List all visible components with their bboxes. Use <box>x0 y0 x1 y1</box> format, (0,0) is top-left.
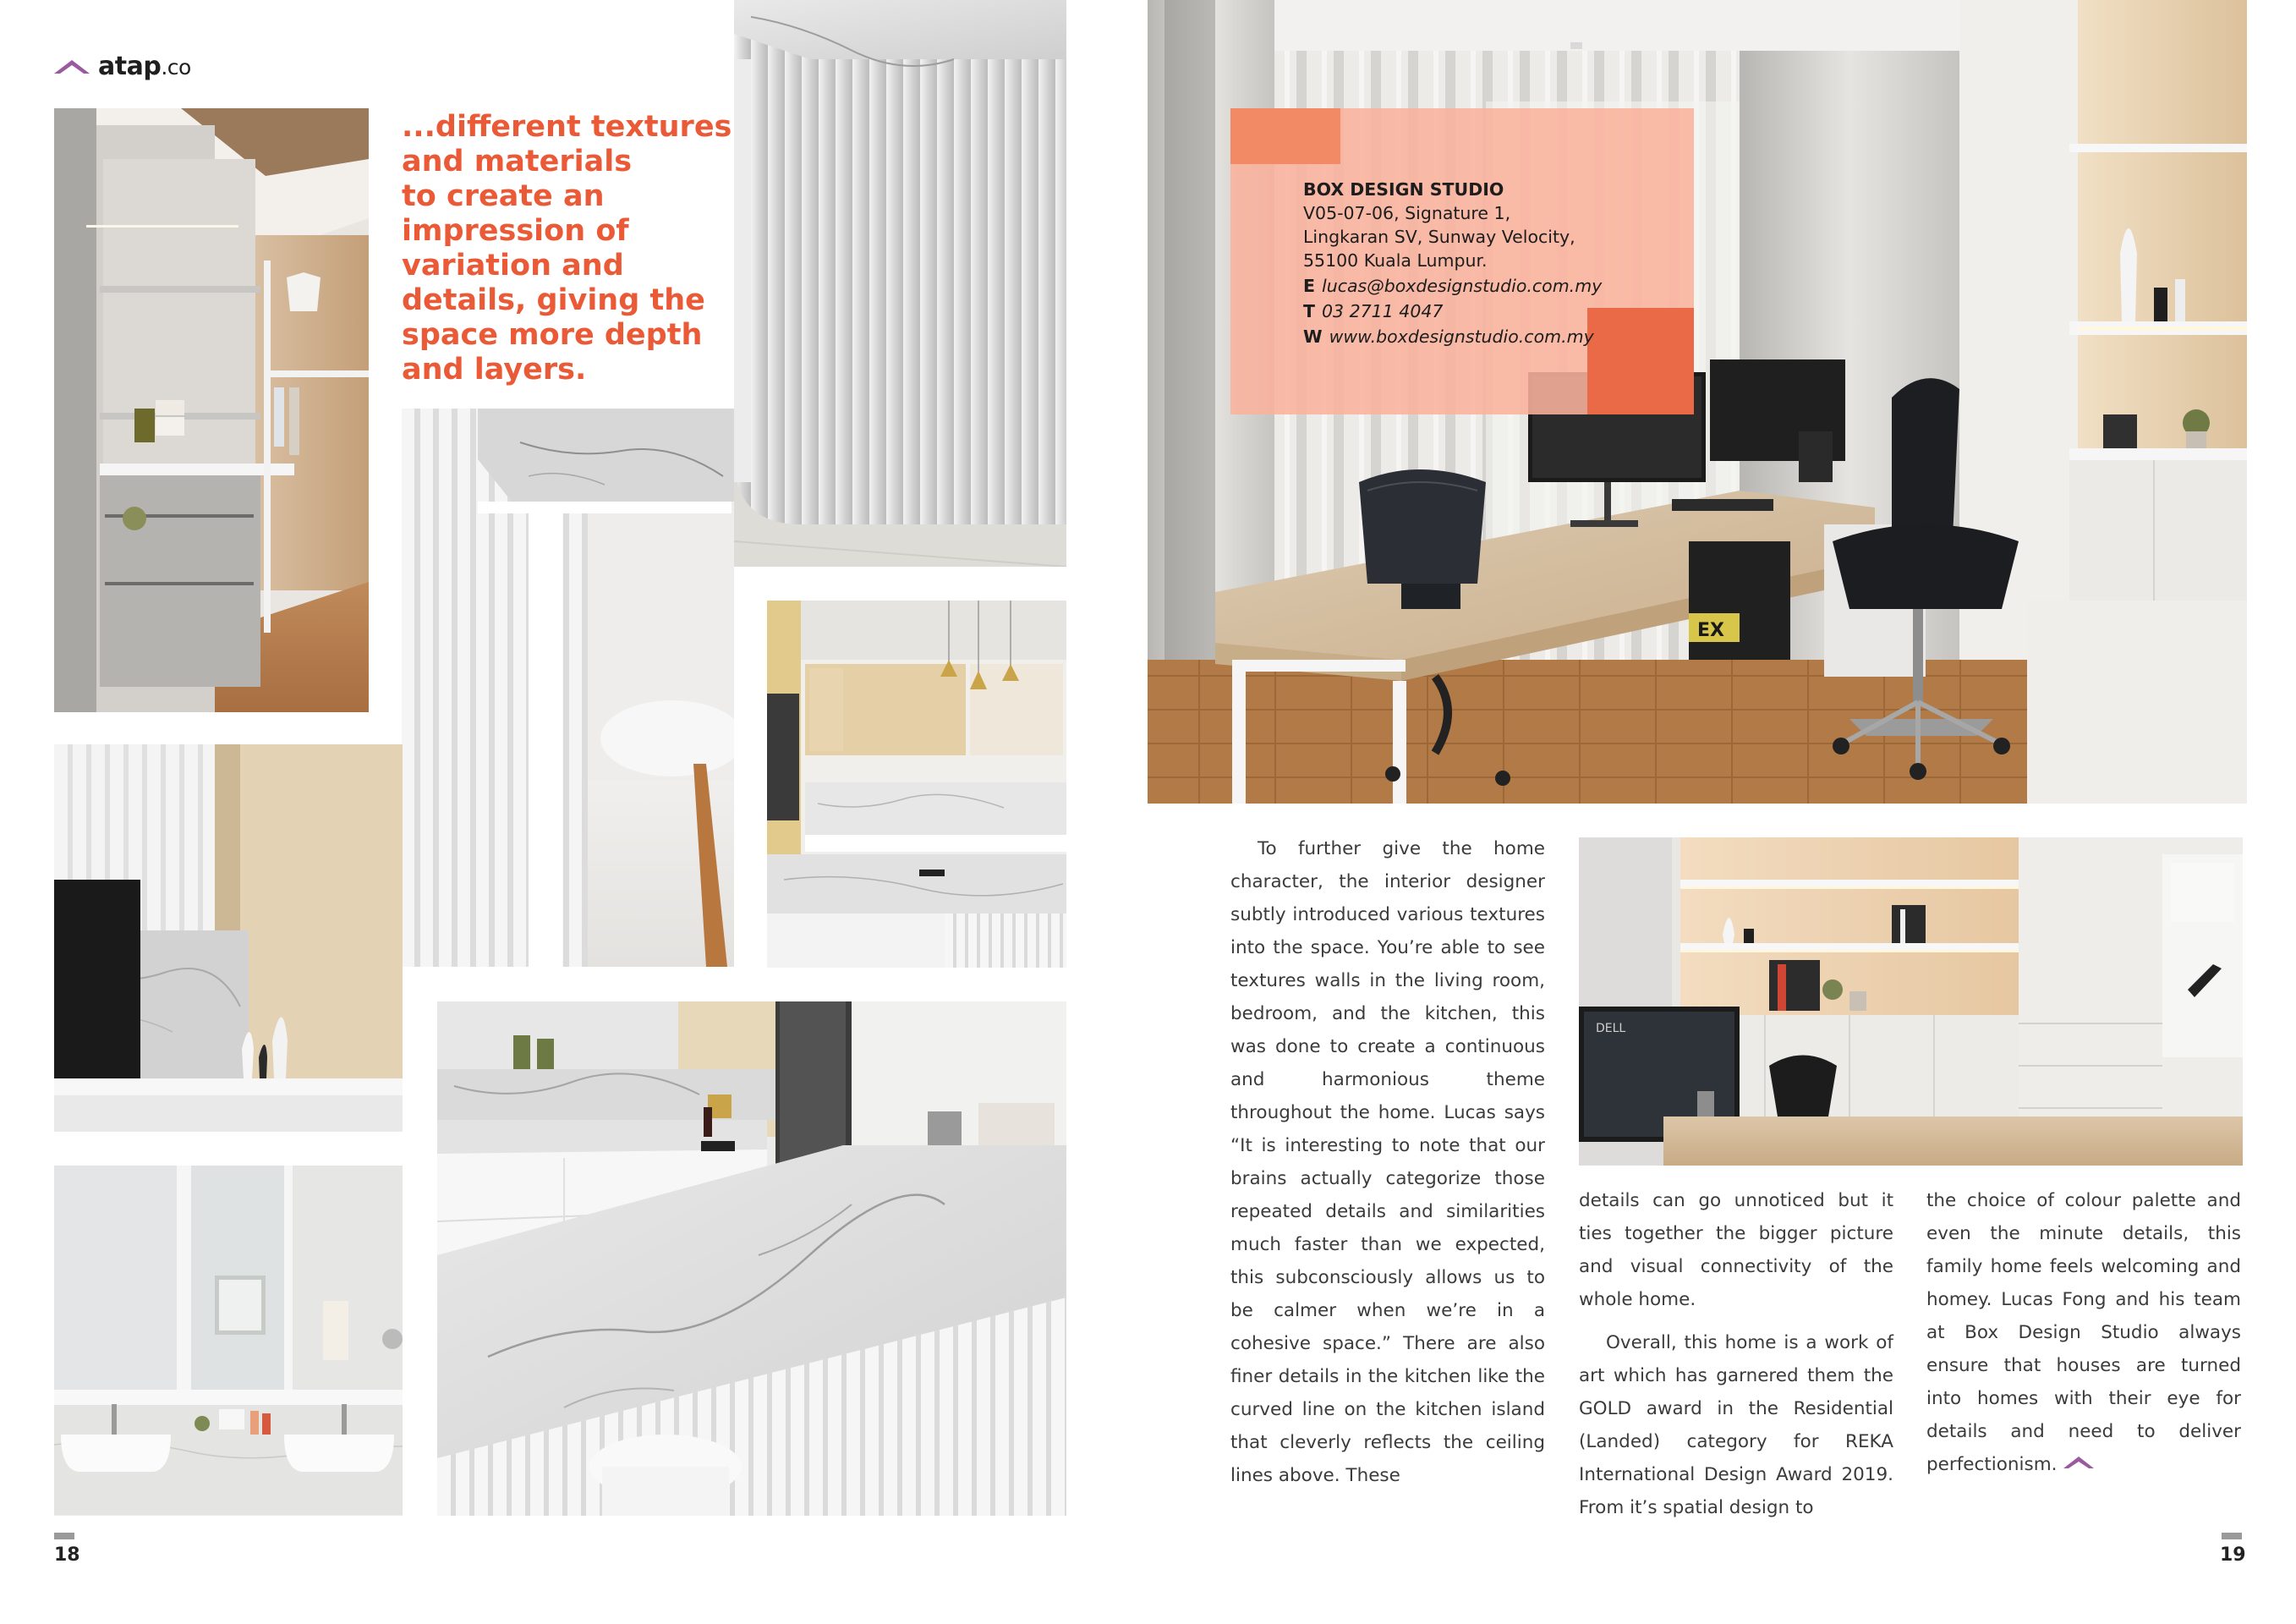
phone-number[interactable]: 03 2711 4047 <box>1321 301 1444 321</box>
fluted-panel-detail-photo <box>734 0 1066 567</box>
fluted-wall-vases-photo <box>54 744 403 1132</box>
email-label: E <box>1303 276 1316 296</box>
office-shelves-photo <box>1579 837 2243 1166</box>
studio-contact-card <box>1230 108 1694 414</box>
article-column-3 <box>1926 1184 2241 1481</box>
phone-row <box>1303 299 1602 323</box>
left-folio-bar <box>54 1533 74 1539</box>
logo-wordmark: atap.co <box>98 51 191 81</box>
article-paragraph: To further give the home character, the interior designer subtly introduced various textures into the space. You’re able to see textures walls in the living room, bedroom, and the kitchen, this was done to create a continuous and harmonious theme throughout the home. Lucas says “It is interesting to note that our brains actually categorize those repeated details and similarities much faster than we expected, this subconsciously allows us to be calmer when we’re in a cohesive space.” There are also finer details in the kitchen like the curved line on the kitchen island that cleverly reflects the ceiling lines above. These <box>1230 838 1545 1486</box>
contact-accent-square <box>1230 108 1340 164</box>
pull-quote-line: and layers. <box>402 353 587 387</box>
pull-quote-line: variation and <box>402 249 624 283</box>
studio-name: BOX DESIGN STUDIO <box>1303 179 1504 200</box>
website-link[interactable]: www.boxdesignstudio.com.my <box>1329 326 1594 347</box>
fluted-column-marble-photo <box>402 409 734 967</box>
article-column-2 <box>1579 1184 1893 1524</box>
email-row <box>1303 274 1602 298</box>
right-folio-bar <box>2222 1533 2242 1539</box>
pull-quote-line: ...different textures <box>402 110 732 144</box>
right-page-number: 19 <box>2220 1544 2246 1566</box>
monitor-brand-label: DELL <box>1596 1022 1626 1035</box>
kitchen-island-photo <box>437 1001 1066 1516</box>
web-label: W <box>1303 326 1323 347</box>
article-paragraph: the choice of colour palette and even the minute details, this family home feels welcoming and homey. Lucas Fong and his team at Box Design Studio always ensure that houses are turned into homes with their eye for details and need to deliver perfectionism. <box>1926 1190 2241 1475</box>
pull-quote-line: and materials <box>402 145 633 178</box>
email-link[interactable]: lucas@boxdesignstudio.com.my <box>1322 276 1603 296</box>
left-page-number: 18 <box>54 1544 80 1566</box>
article-paragraph: details can go unnoticed but it ties together the bigger picture and visual connectivity of the whole home. <box>1579 1190 1893 1310</box>
address-line: 55100 Kuala Lumpur. <box>1303 250 1488 271</box>
contact-accent-square <box>1587 308 1694 414</box>
roof-end-mark-icon <box>2062 1453 2096 1470</box>
pull-quote-line: to create an <box>402 179 605 213</box>
atap-logo[interactable] <box>52 49 191 83</box>
wardrobe-photo <box>54 108 369 712</box>
article-paragraph-final <box>1926 1184 2241 1481</box>
pull-quote-line: space more depth <box>402 318 703 352</box>
address-line: Lingkaran SV, Sunway Velocity, <box>1303 227 1575 247</box>
pull-quote-line: details, giving the <box>402 283 705 317</box>
roof-logo-icon <box>52 57 91 75</box>
article-paragraph: Overall, this home is a work of art which has garnered them the GOLD award in the Residential (Landed) category for REKA International Design Award 2019. From it’s spatial design to <box>1579 1332 1893 1518</box>
bathroom-vanity-photo <box>54 1166 403 1516</box>
address-line: V05-07-06, Signature 1, <box>1303 203 1511 223</box>
pull-quote <box>402 110 740 387</box>
kitchen-overview-photo <box>767 601 1066 968</box>
pull-quote-line: impression of <box>402 214 629 248</box>
pc-box-label: EX <box>1697 620 1724 641</box>
web-row <box>1303 325 1602 348</box>
article-column-1 <box>1230 832 1545 1492</box>
phone-label: T <box>1303 301 1315 321</box>
